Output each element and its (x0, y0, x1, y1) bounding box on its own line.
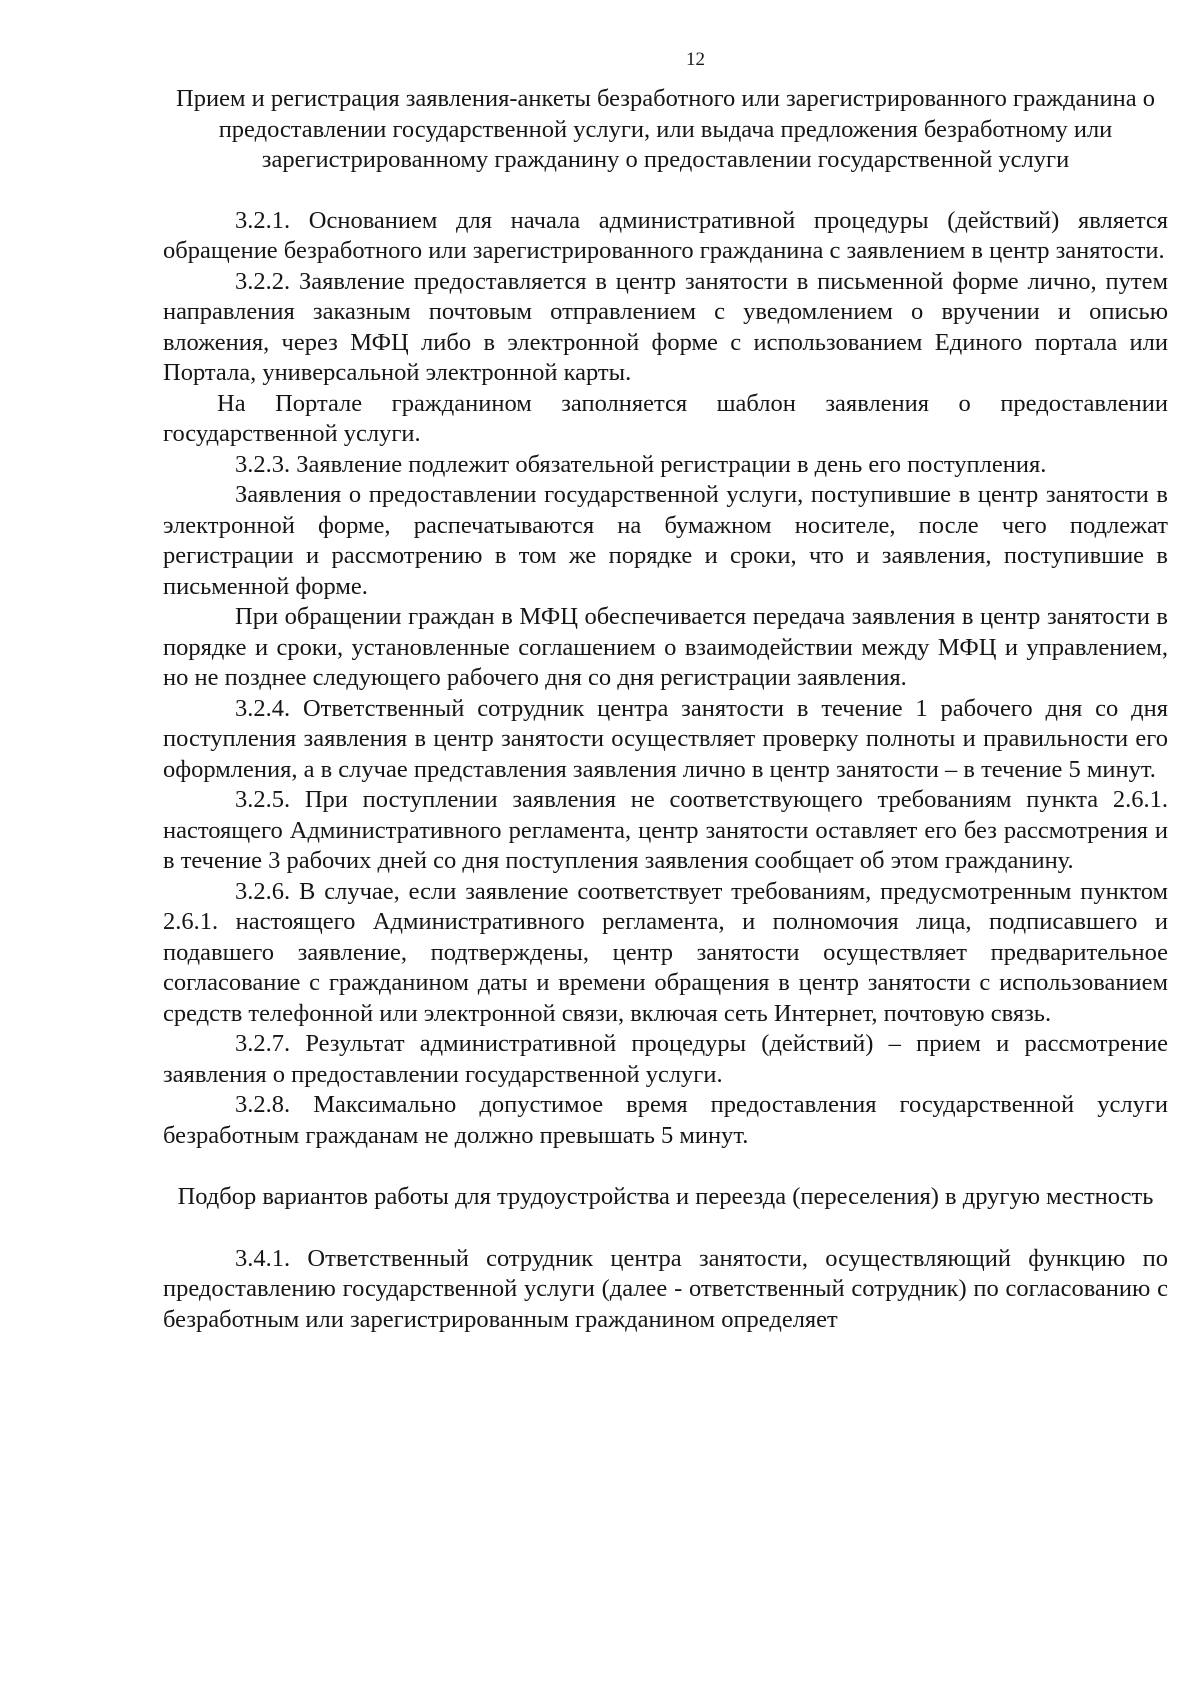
paragraph-3-2-1: 3.2.1. Основанием для начала административной процедуры (действий) является обращение безработного или зарегистрированного гражданина с заявлением в центр занятости. (163, 206, 1168, 264)
paragraph-electronic-applications: Заявления о предоставлении государственной услуги, поступившие в центр занятости в электронной форме, распечатываются на бумажном носителе, после чего подлежат регистрации и рассмотрению в том же порядке и сроки, что и заявления, поступившие в письменной форме. (163, 481, 1168, 600)
section-heading-job-selection: Подбор вариантов работы для трудоустройства и переезда (переселения) в другую местность (177, 1183, 1154, 1210)
paragraph-mfc-transfer: При обращении граждан в МФЦ обеспечивается передача заявления в центр занятости в порядке и сроки, установленные соглашением о взаимодействии между МФЦ и управлением, но не позднее следующего рабочего дня со дня регистрации заявления. (163, 603, 1168, 691)
section-heading-application-registration: Прием и регистрация заявления-анкеты безработного или зарегистрированного гражданина о предоставлении государственной услуги, или выдача предложения безработному или зарегистрированному гражданину о предоставлении государственной услуги (176, 85, 1155, 173)
paragraph-3-2-6: 3.2.6. В случае, если заявление соответствует требованиям, предусмотренным пунктом 2.6.1. настоящего Административного регламента, и полномочия лица, подписавшего и подавшего заявление, подтверждены, центр занятости осуществляет предварительное согласование с гражданином даты и времени обращения в центр занятости с использованием средств телефонной или электронной связи, включая сеть Интернет, почтовую связь. (163, 877, 1168, 1027)
paragraph-3-2-7: 3.2.7. Результат административной процедуры (действий) – прием и рассмотрение заявления о предоставлении государственной услуги. (163, 1030, 1168, 1088)
paragraph-portal-template: На Портале гражданином заполняется шаблон заявления о предоставлении государственной услуги. (163, 389, 1168, 447)
page-number: 12 (686, 49, 705, 70)
paragraph-3-2-8: 3.2.8. Максимально допустимое время предоставления государственной услуги безработным гражданам не должно превышать 5 минут. (163, 1091, 1168, 1149)
paragraph-3-2-3: 3.2.3. Заявление подлежит обязательной регистрации в день его поступления. (235, 450, 1047, 478)
paragraph-3-2-4: 3.2.4. Ответственный сотрудник центра занятости в течение 1 рабочего дня со дня поступления заявления в центр занятости осуществляет проверку полноты и правильности его оформления, а в случае представления заявления лично в центр занятости – в течение 5 минут. (163, 694, 1168, 783)
paragraph-3-2-5: 3.2.5. При поступлении заявления не соответствующего требованиям пункта 2.6.1. настоящего Административного регламента, центр занятости оставляет его без рассмотрения и в течение 3 рабочих дней со дня поступления заявления сообщает об этом гражданину. (163, 786, 1168, 874)
paragraph-3-4-1: 3.4.1. Ответственный сотрудник центра занятости, осуществляющий функцию по предоставлению государственной услуги (далее - ответственный сотрудник) по согласованию с безработным или зарегистрированным гражданином определяет (163, 1244, 1168, 1333)
paragraph-3-2-2: 3.2.2. Заявление предоставляется в центр занятости в письменной форме лично, путем направления заказным почтовым отправлением с уведомлением о вручении и описью вложения, через МФЦ либо в электронной форме с использованием Единого портала или Портала, универсальной электронной карты. (163, 267, 1168, 386)
